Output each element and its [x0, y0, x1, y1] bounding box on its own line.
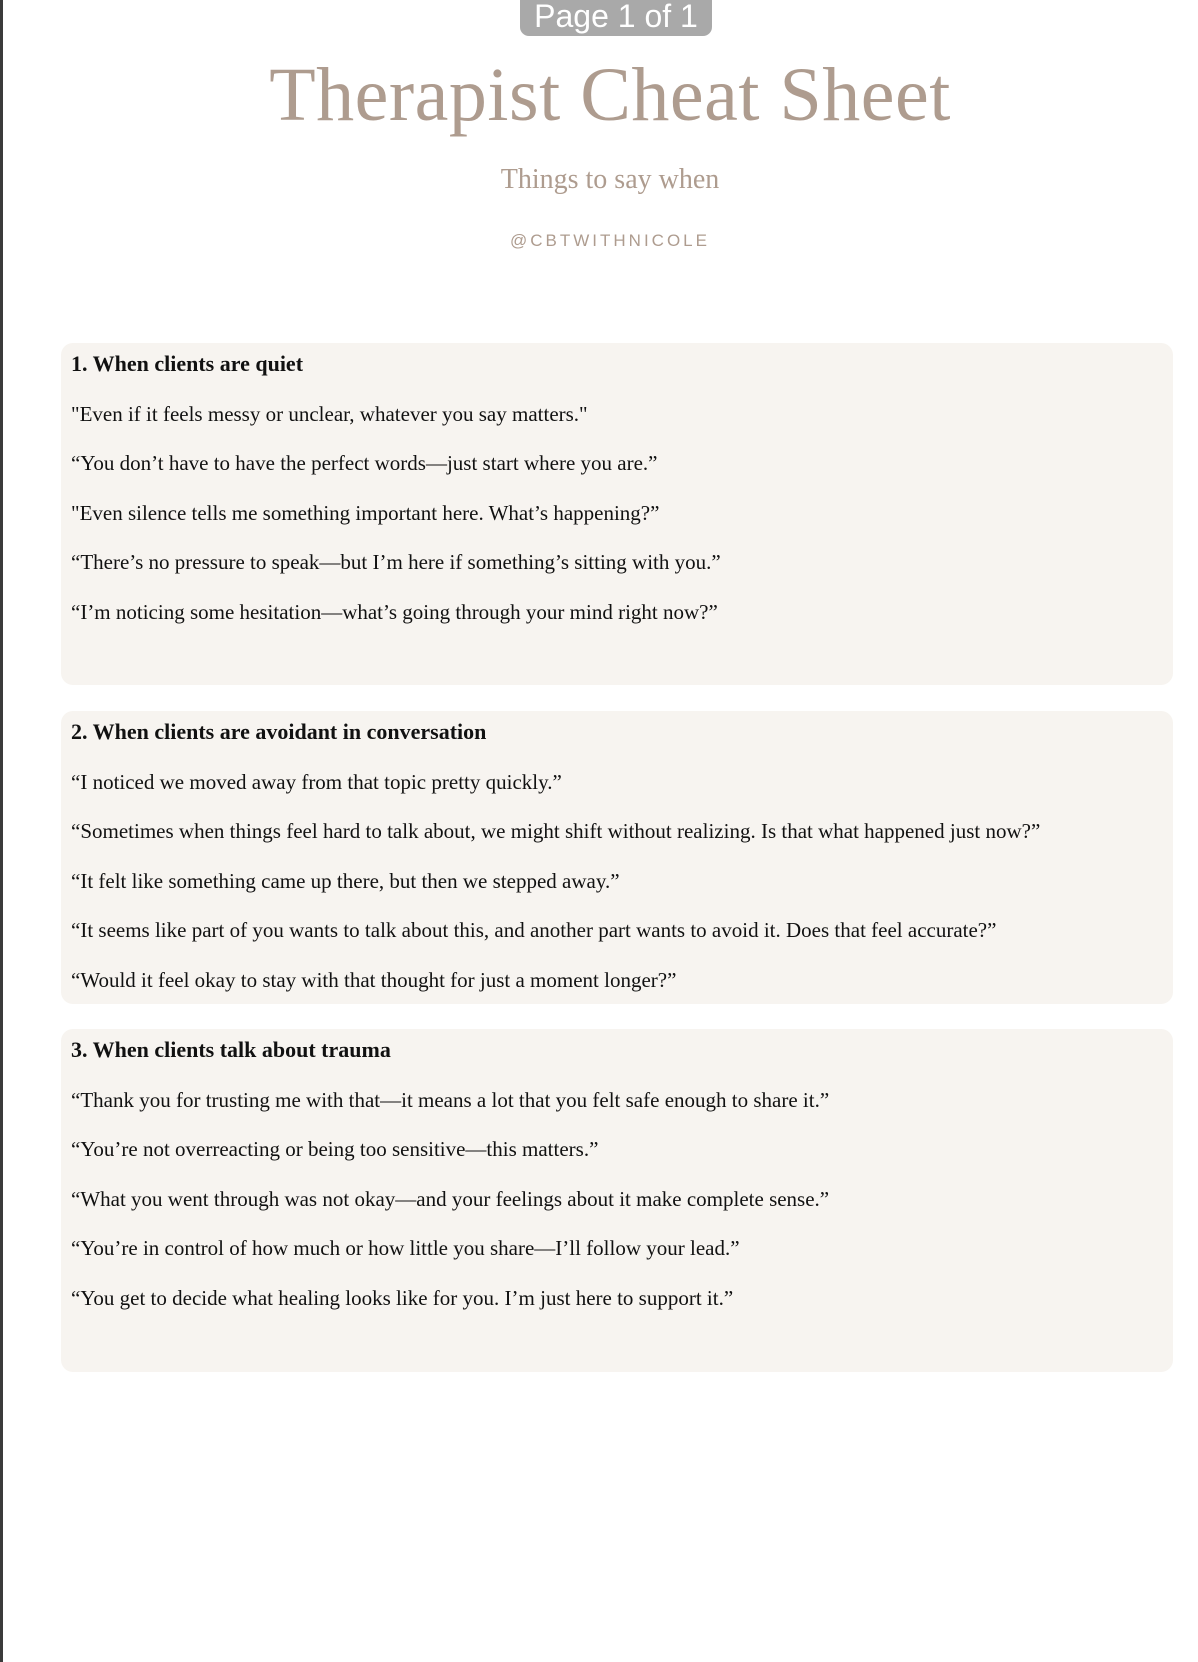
quote-item: “Thank you for trusting me with that—it means a lot that you felt safe enough to share it.” — [71, 1087, 830, 1112]
quote-item: “You don’t have to have the perfect words—just start where you are.” — [71, 451, 658, 475]
quote-item: “There’s no pressure to speak—but I’m here if something’s sitting with you.” — [71, 550, 721, 574]
quote-item: “It seems like part of you wants to talk about this, and another part wants to avoid it. Does that feel accurate?” — [71, 918, 997, 942]
quote-item: “It felt like something came up there, but then we stepped away.” — [71, 868, 620, 893]
quote-item: “What you went through was not okay—and your feelings about it make complete sense.” — [71, 1186, 830, 1211]
section-trauma-clients — [61, 1029, 1173, 1372]
section-heading: 2. When clients are avoidant in conversation — [71, 719, 487, 744]
quote-item: “You’re in control of how much or how little you share—I’ll follow your lead.” — [71, 1236, 740, 1260]
section-avoidant-clients — [61, 711, 1173, 1004]
quote-item: "Even silence tells me something important here. What’s happening?” — [71, 500, 660, 525]
page-title: Therapist Cheat Sheet — [269, 53, 951, 137]
quote-item: “Would it feel okay to stay with that thought for just a moment longer?” — [71, 967, 677, 992]
page-indicator: Page 1 of 1 — [520, 0, 712, 36]
section-quiet-clients — [61, 343, 1173, 685]
quote-item: "Even if it feels messy or unclear, whatever you say matters." — [71, 401, 588, 426]
section-heading: 1. When clients are quiet — [71, 351, 304, 376]
quote-item: “I noticed we moved away from that topic pretty quickly.” — [71, 769, 562, 794]
author-handle: @CBTWITHNICOLE — [510, 231, 710, 250]
quote-item: “I’m noticing some hesitation—what’s going through your mind right now?” — [71, 599, 718, 624]
quote-item: “You’re not overreacting or being too sensitive—this matters.” — [71, 1137, 599, 1161]
quote-item: “Sometimes when things feel hard to talk about, we might shift without realizing. Is that what happened just now?” — [71, 819, 1041, 843]
section-heading: 3. When clients talk about trauma — [71, 1037, 391, 1062]
page-subtitle: Things to say when — [500, 164, 720, 195]
quote-item: “You get to decide what healing looks like for you. I’m just here to support it.” — [71, 1285, 734, 1310]
